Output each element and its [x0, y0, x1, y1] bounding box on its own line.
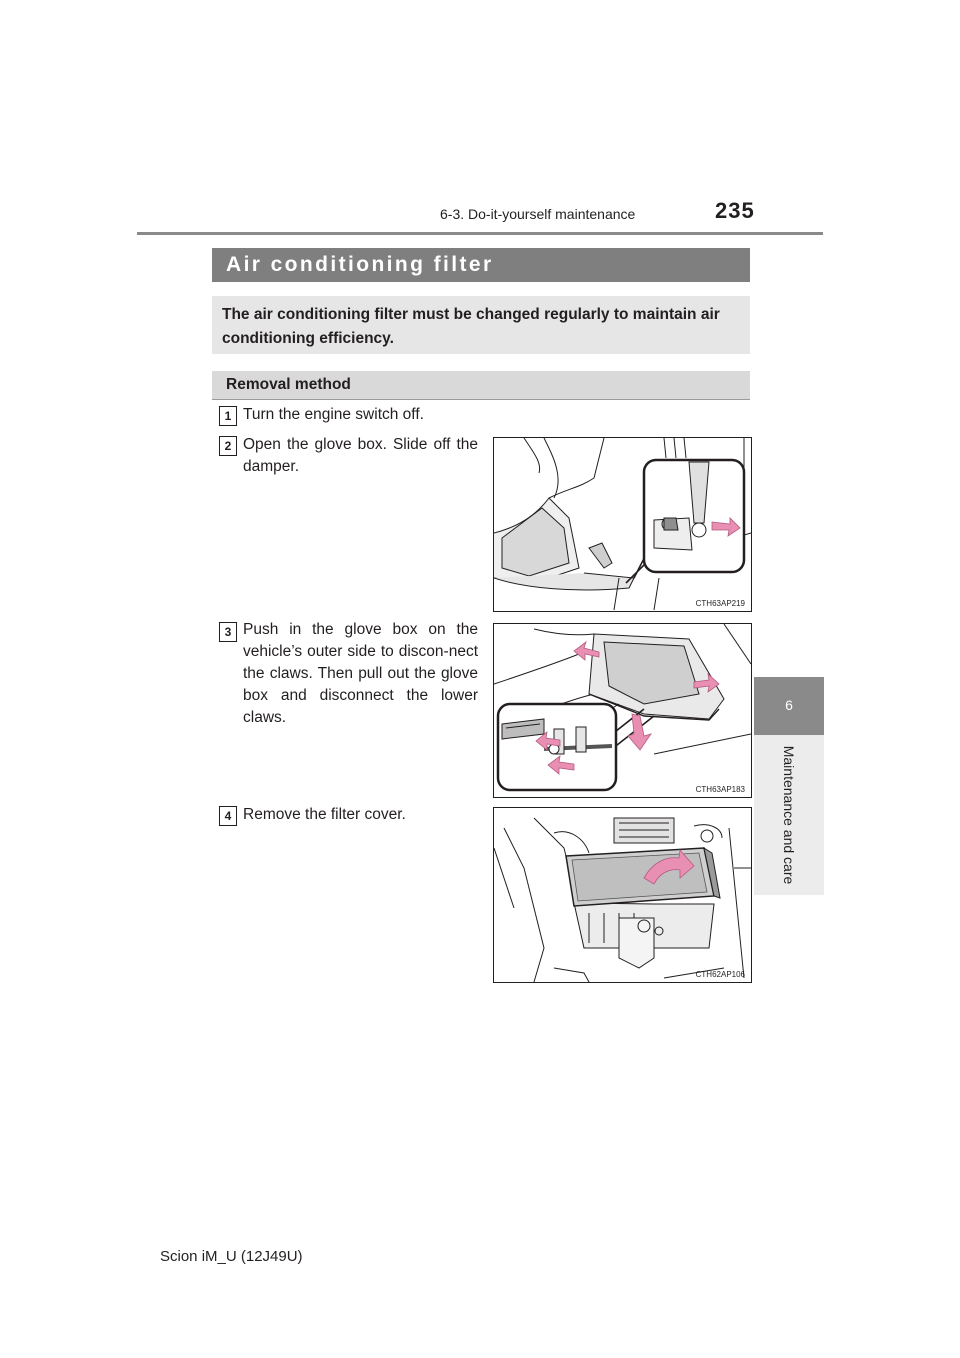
- step-number-1: 1: [219, 406, 237, 426]
- step-number-4: 4: [219, 806, 237, 826]
- step-text-4: Remove the filter cover.: [243, 806, 406, 823]
- step-text-2: Open the glove box. Slide off the damper.: [243, 436, 478, 475]
- chapter-number: 6: [785, 697, 793, 713]
- header-section-title: 6-3. Do-it-yourself maintenance: [440, 206, 636, 222]
- page-number: 235: [715, 198, 755, 223]
- step-text-3: Push in the glove box on the vehicle’s outer side to discon-nect the claws. Then pull out the glove box and disconnect the lower claws.: [243, 621, 478, 726]
- figure-filter-cover: [493, 807, 752, 983]
- chapter-tab: [754, 677, 824, 735]
- figure-code-3: CTH62AP106: [695, 970, 745, 979]
- page-title: Air conditioning filter: [226, 253, 494, 276]
- step-number-3: 3: [219, 622, 237, 642]
- step-number-2: 2: [219, 436, 237, 456]
- chapter-label: Maintenance and care: [781, 745, 797, 885]
- subheading-text: Removal method: [226, 376, 351, 393]
- footer-model: Scion iM_U (12J49U): [160, 1248, 303, 1265]
- step-text-1: Turn the engine switch off.: [243, 406, 424, 423]
- section-title-bar: [212, 248, 750, 282]
- intro-box: [212, 296, 750, 354]
- figure-code-2: CTH63AP183: [695, 785, 745, 794]
- subheading-bar: [212, 371, 750, 399]
- header-rule: [137, 232, 823, 235]
- figure-glove-box-damper: [493, 437, 752, 612]
- figure-code-1: CTH63AP219: [695, 599, 745, 608]
- subheading-rule: [212, 399, 750, 400]
- figure-glove-box-claws: [493, 623, 752, 798]
- intro-text: The air conditioning filter must be changed regularly to maintain air conditioning efficiency.: [222, 306, 720, 347]
